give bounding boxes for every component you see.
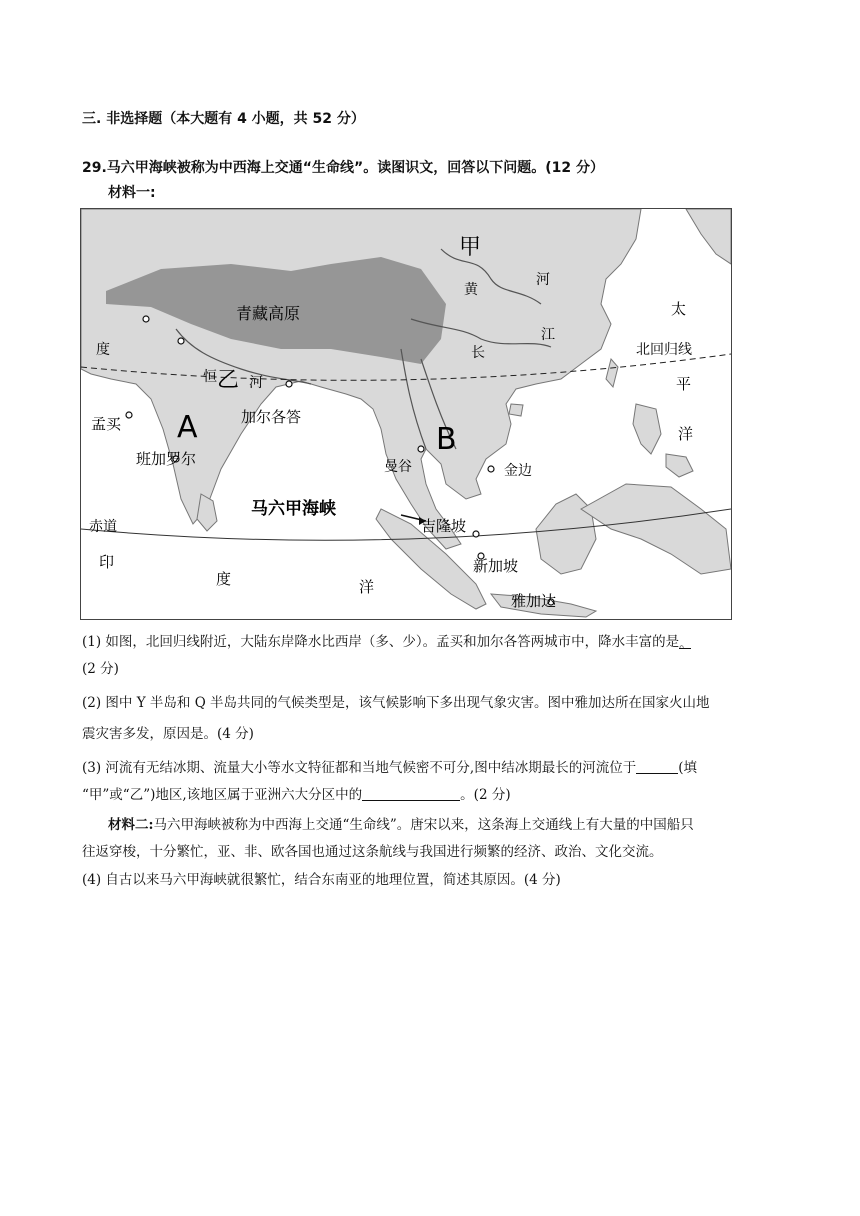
label-A: A [177, 410, 198, 445]
material2-text: 马六甲海峡被称为中西海上交通“生命线”。唐宋以来，这条海上交通线上有大量的中国船只 [153, 817, 694, 833]
q1-score: (2 分) [82, 661, 119, 677]
q3-text-c: “甲”或“乙”)地区,该地区属于亚洲六大分区中的 [82, 787, 363, 803]
label-mengmai: 孟买 [91, 415, 122, 433]
q2-line1: (2) 图中 Y 半岛和 Q 半岛共同的气候类型是，该气候影响下多出现气象灾害。图中雅加达所在国家火山地 [82, 695, 710, 711]
section-title: 三. 非选择题（本大题有 4 小题，共 52 分） [82, 111, 365, 127]
label-jiang: 江 [541, 327, 555, 343]
question-header: 29.马六甲海峡被称为中西海上交通“生命线”。读图识文，回答以下问题。(12 分） [82, 160, 604, 176]
label-tropic: 北回归线 [636, 342, 692, 358]
label-heng: 恒 [203, 369, 217, 385]
material2-label: 材料二: [108, 817, 154, 833]
q3-line2 [82, 785, 782, 805]
q3-blank-1[interactable] [636, 759, 678, 774]
material2-line1 [108, 815, 788, 835]
label-mangu: 曼谷 [384, 459, 412, 475]
asia-map [80, 208, 732, 620]
material2-line2: 往返穿梭，十分繁忙，亚、非、欧各国也通过这条航线与我国进行频繁的经济、政治、文化交流。 [82, 844, 663, 860]
label-malacca: 马六甲海峡 [251, 499, 336, 519]
label-qingzang: 青藏高原 [236, 304, 301, 323]
q3-text-b: (填 [678, 760, 697, 776]
land-hainan [509, 404, 523, 416]
label-ping: 平 [676, 375, 692, 393]
label-tai: 太 [671, 300, 687, 318]
q2-line2: 震灾害多发，原因是。(4 分) [82, 726, 254, 742]
label-du: 度 [96, 342, 110, 358]
q1-blank[interactable]: 。 [679, 636, 693, 652]
label-B: B [436, 422, 457, 457]
q1-line [82, 632, 782, 652]
label-jia: 甲 [459, 235, 482, 260]
label-huang: 黄 [464, 282, 478, 298]
label-he: 河 [536, 272, 550, 288]
q3-text-a: (3) 河流有无结冰期、流量大小等水文特征都和当地气候密不可分,图中结冰期最长的河流位于 [82, 760, 637, 776]
label-xinjiapo: 新加坡 [473, 557, 519, 575]
label-jiaergeda: 加尔各答 [241, 408, 302, 426]
map-svg [81, 209, 731, 619]
q3-text-d: 。(2 分) [460, 787, 511, 803]
label-yi: 乙 [217, 368, 240, 393]
label-yajiada: 雅加达 [511, 592, 557, 610]
label-yin: 印 [99, 553, 115, 571]
material1-label: 材料一: [108, 185, 156, 201]
label-he-ganges: 河 [249, 375, 263, 391]
label-equator: 赤道 [89, 519, 117, 535]
label-du-ocean: 度 [216, 570, 232, 588]
q4-line: (4) 自古以来马六甲海峡就很繁忙，结合东南亚的地理位置，简述其原因。(4 分) [82, 872, 561, 888]
q3-blank-2[interactable] [362, 786, 460, 801]
label-jilongpo: 吉隆坡 [421, 517, 467, 535]
label-yang-pacific: 洋 [678, 425, 694, 443]
label-yang-indian: 洋 [359, 578, 375, 596]
label-banjialuoer: 班加罗尔 [136, 450, 197, 468]
q1-text: (1) 如图，北回归线附近，大陆东岸降水比西岸（多、少）。孟买和加尔各答两城市中，降水丰富的是 [82, 634, 680, 650]
label-chang: 长 [471, 345, 485, 361]
label-jinbian: 金边 [504, 463, 532, 479]
q3-line1 [82, 758, 782, 778]
